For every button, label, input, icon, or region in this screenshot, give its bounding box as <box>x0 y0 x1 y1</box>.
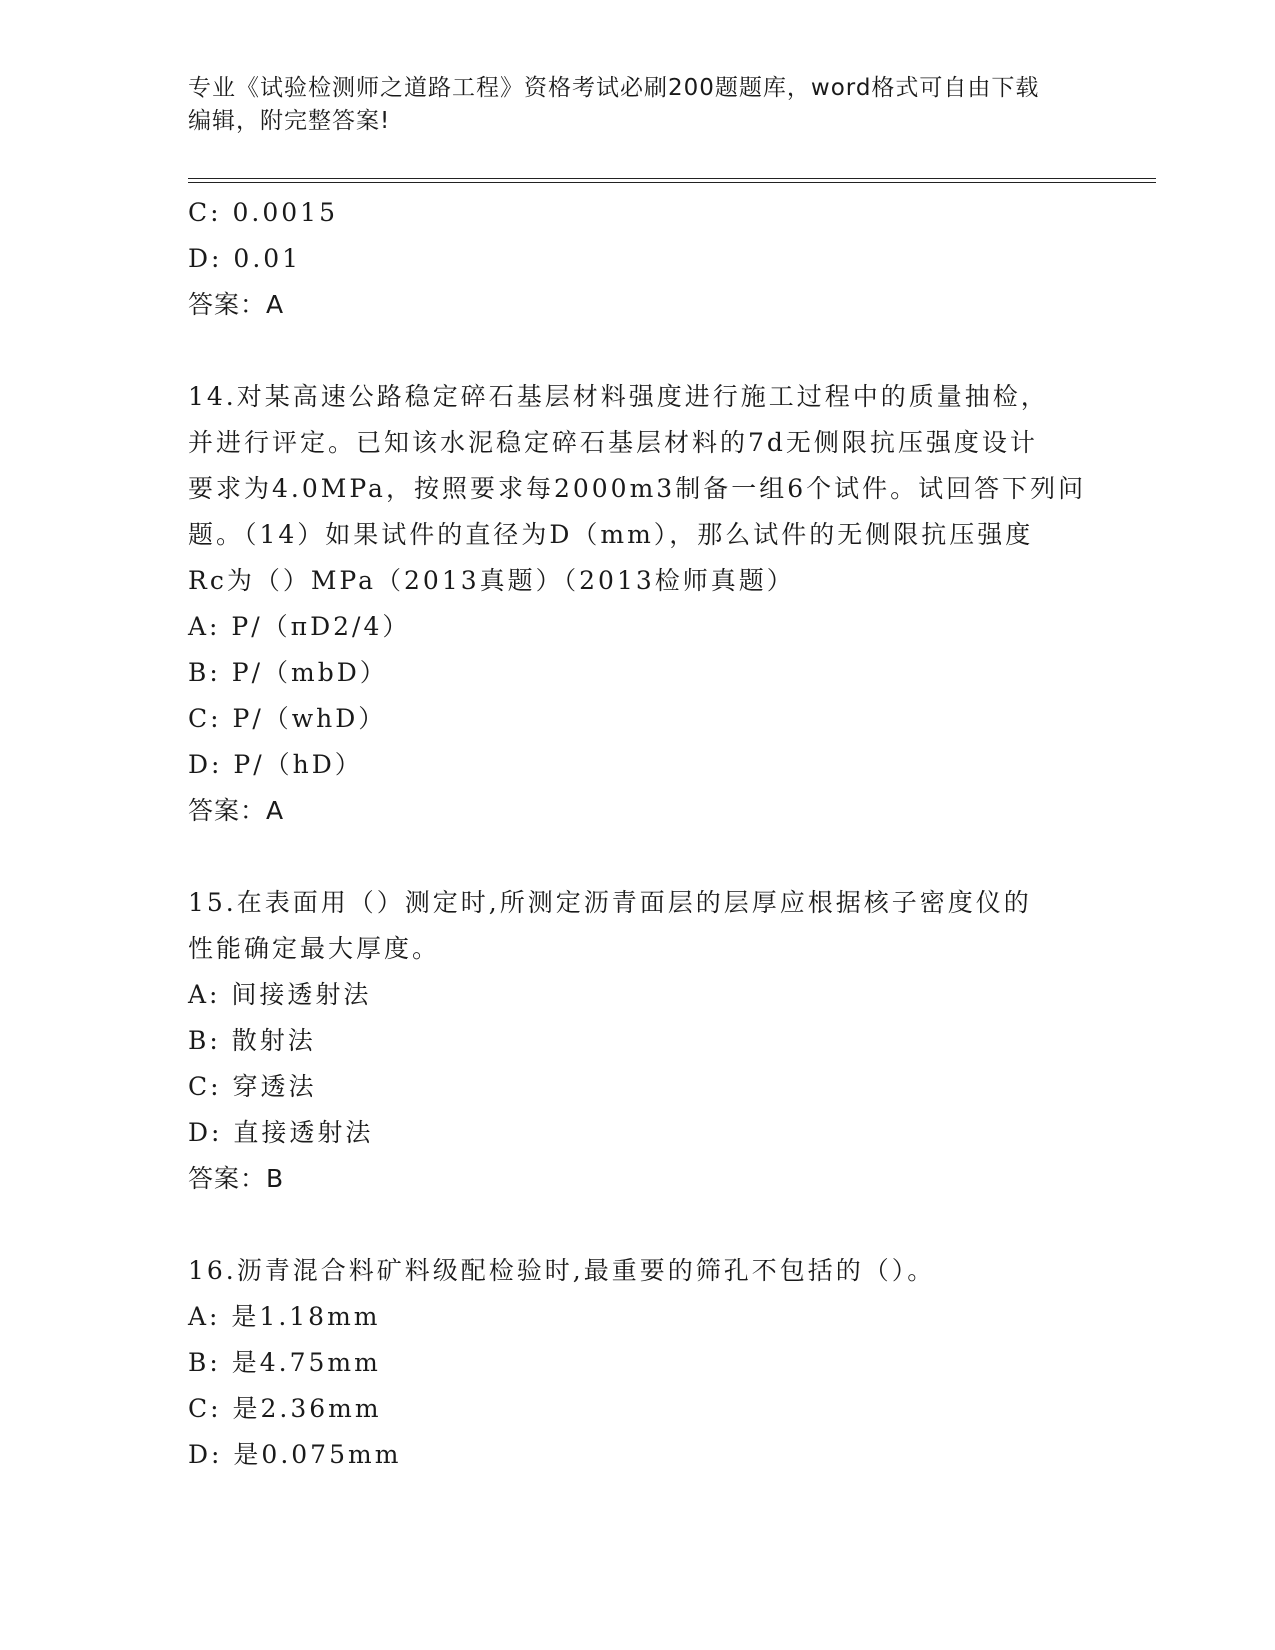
answer-line: 答案：B <box>188 1164 285 1193</box>
option-a: A: 是1.18mm <box>188 1302 381 1331</box>
option-c: C: 是2.36mm <box>188 1394 382 1423</box>
question-14 <box>188 374 1088 834</box>
question-stem-line: 并进行评定。已知该水泥稳定碎石基层材料的7d无侧限抗压强度设计 <box>188 428 1038 457</box>
header-divider <box>188 178 1156 183</box>
question-stem-line: 要求为4.0MPa，按照要求每2000m3制备一组6个试件。试回答下列问 <box>188 474 1087 503</box>
option-a: A: 间接透射法 <box>188 980 372 1009</box>
option-d: D: 是0.075mm <box>188 1440 402 1469</box>
question-stem <box>188 374 1088 604</box>
option-c: C: P/（whD） <box>188 704 387 733</box>
document-header <box>188 72 1068 138</box>
question-stem-line: 题。（14）如果试件的直径为D（mm），那么试件的无侧限抗压强度 <box>188 520 1034 549</box>
answer-line: 答案：A <box>188 796 285 825</box>
question-15 <box>188 880 1088 1202</box>
option-d: D: 0.01 <box>188 244 302 273</box>
question-16 <box>188 1248 1088 1478</box>
option-b: B: 是4.75mm <box>188 1348 381 1377</box>
header-title-line-1: 专业《试验检测师之道路工程》资格考试必刷200题题库，word格式可自由下载 <box>188 75 1040 101</box>
document-body <box>188 190 1088 1478</box>
question-stem-line: Rc为（）MPa（2013真题）（2013检师真题） <box>188 566 795 595</box>
answer-line: 答案：A <box>188 290 285 319</box>
option-d: D: P/（hD） <box>188 750 363 779</box>
question-stem-line: 16.沥青混合料矿料级配检验时,最重要的筛孔不包括的（）。 <box>188 1256 936 1285</box>
option-a: A: P/（πD2/4） <box>188 612 411 641</box>
question-stem-line: 14.对某高速公路稳定碎石基层材料强度进行施工过程中的质量抽检， <box>188 382 1049 411</box>
spacer <box>188 328 1088 374</box>
question-stem-line: 15.在表面用（）测定时,所测定沥青面层的层厚应根据核子密度仪的 <box>188 888 1032 917</box>
option-c: C: 穿透法 <box>188 1072 317 1101</box>
question-13-tail <box>188 190 1088 328</box>
header-title-line-2: 编辑，附完整答案! <box>188 108 391 134</box>
question-stem-line: 性能确定最大厚度。 <box>188 934 441 963</box>
question-stem <box>188 880 1088 972</box>
question-stem <box>188 1248 1088 1294</box>
option-b: B: P/（mbD） <box>188 658 388 687</box>
option-d: D: 直接透射法 <box>188 1118 374 1147</box>
option-b: B: 散射法 <box>188 1026 316 1055</box>
spacer <box>188 1202 1088 1248</box>
spacer <box>188 834 1088 880</box>
option-c: C: 0.0015 <box>188 198 338 227</box>
